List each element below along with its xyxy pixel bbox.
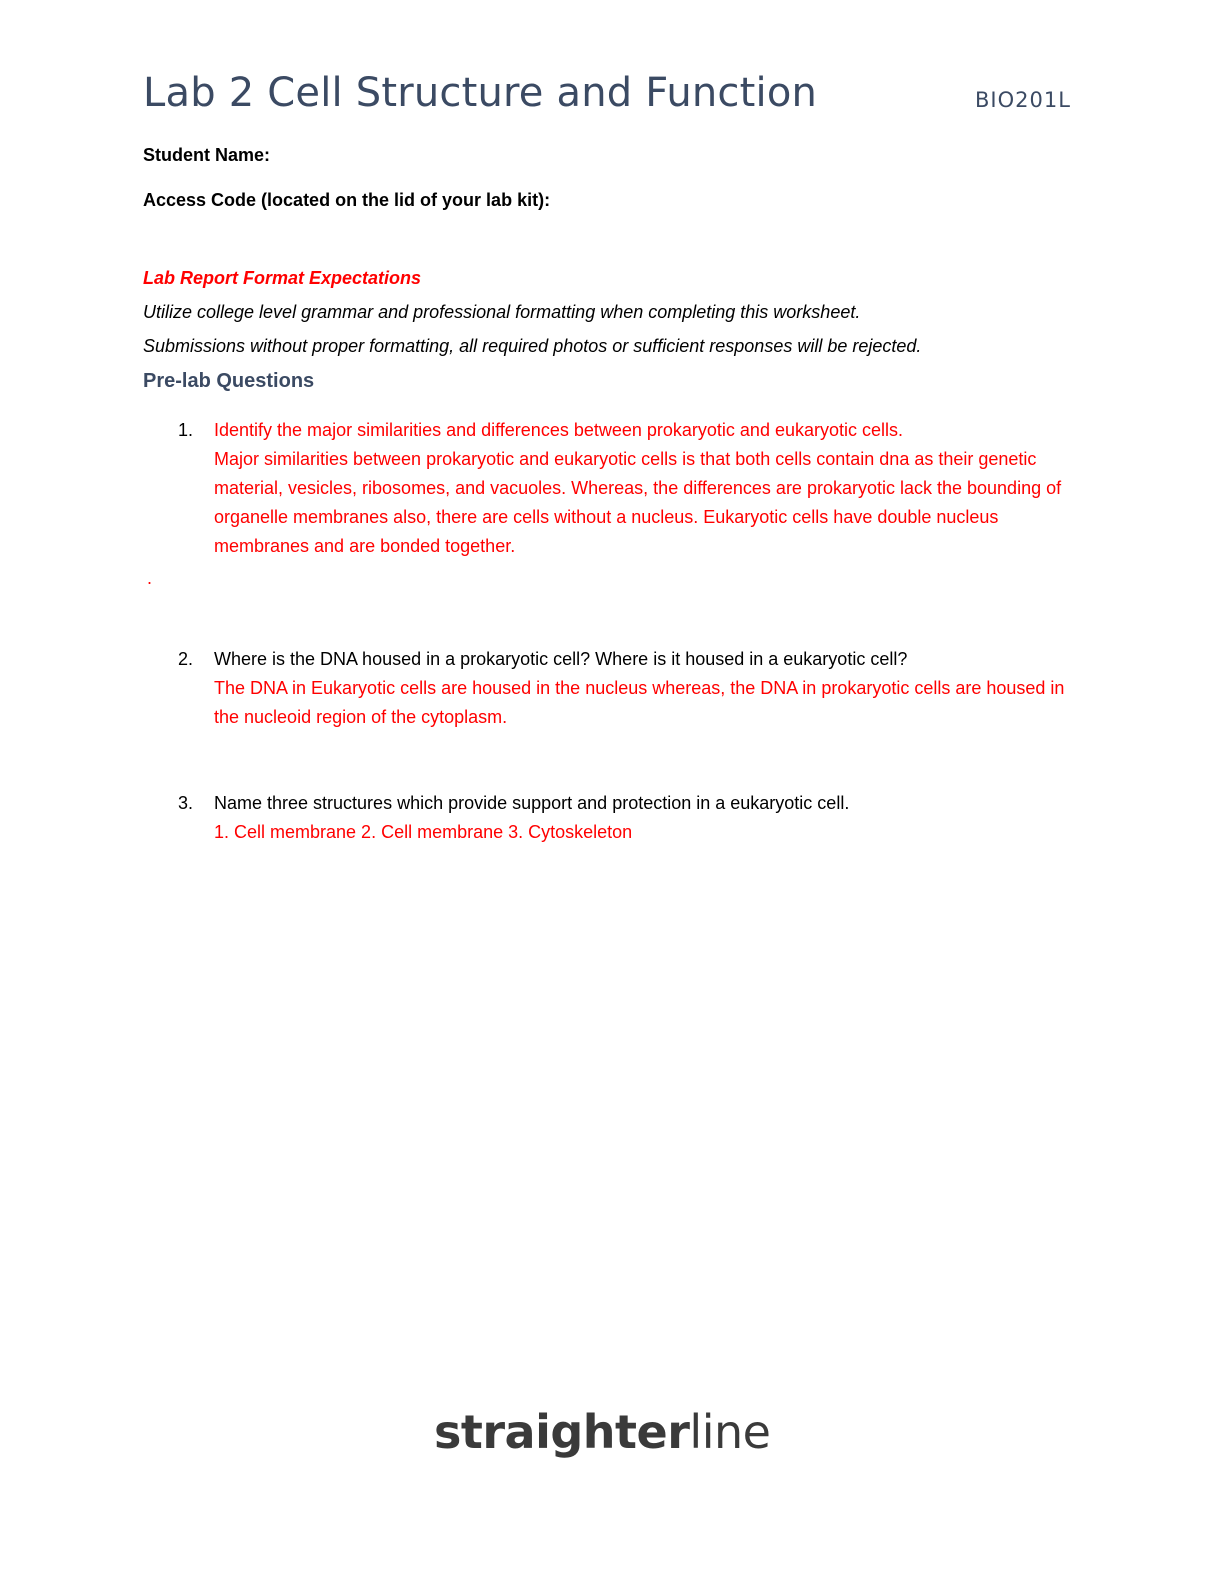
question-3 — [214, 789, 1094, 847]
question-3-number: 3. — [178, 793, 194, 813]
page-title: Lab 2 Cell Structure and Function — [143, 70, 818, 116]
question-1-number: 1. — [178, 420, 194, 440]
question-3-answer: 1. Cell membrane 2. Cell membrane 3. Cytoskeleton — [214, 822, 633, 842]
stray-mark: . — [147, 568, 153, 588]
question-2-number: 2. — [178, 649, 194, 669]
format-expectations-line-1: Utilize college level grammar and professional formatting when completing this worksheet. — [143, 302, 861, 322]
format-expectations-heading: Lab Report Format Expectations — [143, 268, 422, 288]
course-code: BIO201L — [975, 88, 1071, 112]
question-2-answer: The DNA in Eukaryotic cells are housed in the nucleus whereas, the DNA in prokaryotic cells are housed in the nucleoid region of the cytoplasm. — [214, 678, 1065, 727]
access-code-label: Access Code (located on the lid of your lab kit): — [143, 190, 551, 210]
format-expectations-line-2: Submissions without proper formatting, all required photos or sufficient responses will be rejected. — [143, 336, 922, 356]
prelab-heading: Pre-lab Questions — [143, 370, 315, 392]
student-name-label: Student Name: — [143, 145, 271, 165]
question-2-text: Where is the DNA housed in a prokaryotic cell? Where is it housed in a eukaryotic cell? — [214, 649, 908, 669]
question-3-text: Name three structures which provide support and protection in a eukaryotic cell. — [214, 793, 850, 813]
logo-light-text: line — [689, 1405, 771, 1459]
question-1 — [214, 416, 1094, 561]
straighterline-logo — [434, 1405, 770, 1459]
logo-bold-text: straighter — [434, 1405, 690, 1459]
question-1-answer: Major similarities between prokaryotic and eukaryotic cells is that both cells contain dna as their genetic material, vesicles, ribosomes, and vacuoles. Whereas, the differences are prokaryotic lack the bounding of organelle membranes also, there are cells without a nucleus. Eukaryotic cells have double nucleus membranes and are bonded together. — [214, 449, 1062, 556]
question-1-text: Identify the major similarities and differences between prokaryotic and eukaryotic cells. — [214, 420, 904, 440]
question-2 — [214, 645, 1094, 732]
